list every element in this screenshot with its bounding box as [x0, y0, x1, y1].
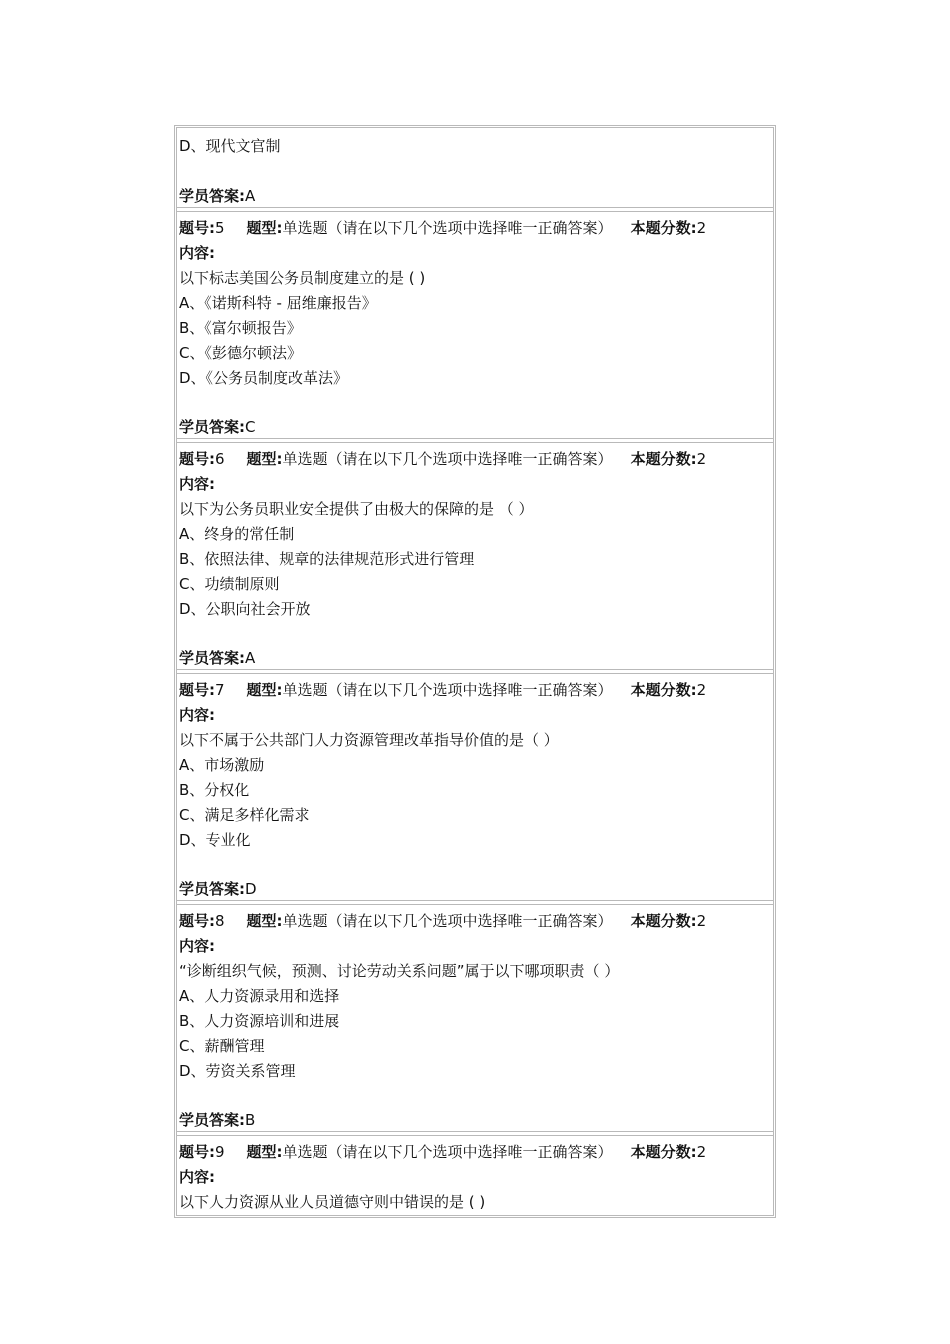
option-c: C、薪酬管理 [179, 1037, 265, 1055]
option-c: C、功绩制原则 [179, 575, 280, 593]
student-answer: 学员答案:C [179, 418, 256, 436]
question-header-7: 题号:7 题型:单选题（请在以下几个选项中选择唯一正确答案） 本题分数:2 [179, 681, 707, 699]
question-stem: 以下不属于公共部门人力资源管理改革指导价值的是（ ） [179, 731, 559, 749]
row-separator [177, 438, 773, 443]
question-stem: 以下为公务员职业安全提供了由极大的保障的是 （ ） [179, 500, 534, 518]
student-answer: 学员答案:A [179, 187, 256, 205]
option-b: B、人力资源培训和进展 [179, 1012, 340, 1030]
quiz-table [174, 125, 776, 1218]
option-d: D、公职向社会开放 [179, 600, 311, 618]
question-stem: 以下标志美国公务员制度建立的是 ( ) [179, 269, 426, 287]
content-label: 内容: [179, 937, 215, 955]
row-separator [177, 900, 773, 905]
student-answer: 学员答案:B [179, 1111, 256, 1129]
content-label: 内容: [179, 475, 215, 493]
row-separator [177, 669, 773, 674]
student-answer: 学员答案:D [179, 880, 257, 898]
option-a: A、《诺斯科特 - 屈维廉报告》 [179, 294, 377, 312]
option-c: C、《彭德尔顿法》 [179, 344, 302, 362]
content-label: 内容: [179, 244, 215, 262]
content-label: 内容: [179, 706, 215, 724]
option-b: B、依照法律、规章的法律规范形式进行管理 [179, 550, 475, 568]
question-header-6: 题号:6 题型:单选题（请在以下几个选项中选择唯一正确答案） 本题分数:2 [179, 450, 707, 468]
question-header-8: 题号:8 题型:单选题（请在以下几个选项中选择唯一正确答案） 本题分数:2 [179, 912, 707, 930]
option-d: D、《公务员制度改革法》 [179, 369, 349, 387]
option-b: B、《富尔顿报告》 [179, 319, 302, 337]
option-a: A、终身的常任制 [179, 525, 295, 543]
option-a: A、市场激励 [179, 756, 265, 774]
option-a: A、人力资源录用和选择 [179, 987, 340, 1005]
question-header-9: 题号:9 题型:单选题（请在以下几个选项中选择唯一正确答案） 本题分数:2 [179, 1143, 707, 1161]
option-c: C、满足多样化需求 [179, 806, 310, 824]
student-answer: 学员答案:A [179, 649, 256, 667]
option-d: D、劳资关系管理 [179, 1062, 296, 1080]
option-d: D、现代文官制 [179, 137, 281, 155]
option-b: B、分权化 [179, 781, 250, 799]
row-separator [177, 207, 773, 212]
question-stem: “诊断组织气候，预测、讨论劳动关系问题”属于以下哪项职责（ ） [179, 962, 620, 980]
question-header-5: 题号:5 题型:单选题（请在以下几个选项中选择唯一正确答案） 本题分数:2 [179, 219, 707, 237]
row-separator [177, 1131, 773, 1136]
content-label: 内容: [179, 1168, 215, 1186]
option-d: D、专业化 [179, 831, 251, 849]
question-stem: 以下人力资源从业人员道德守则中错误的是 ( ) [179, 1193, 486, 1211]
